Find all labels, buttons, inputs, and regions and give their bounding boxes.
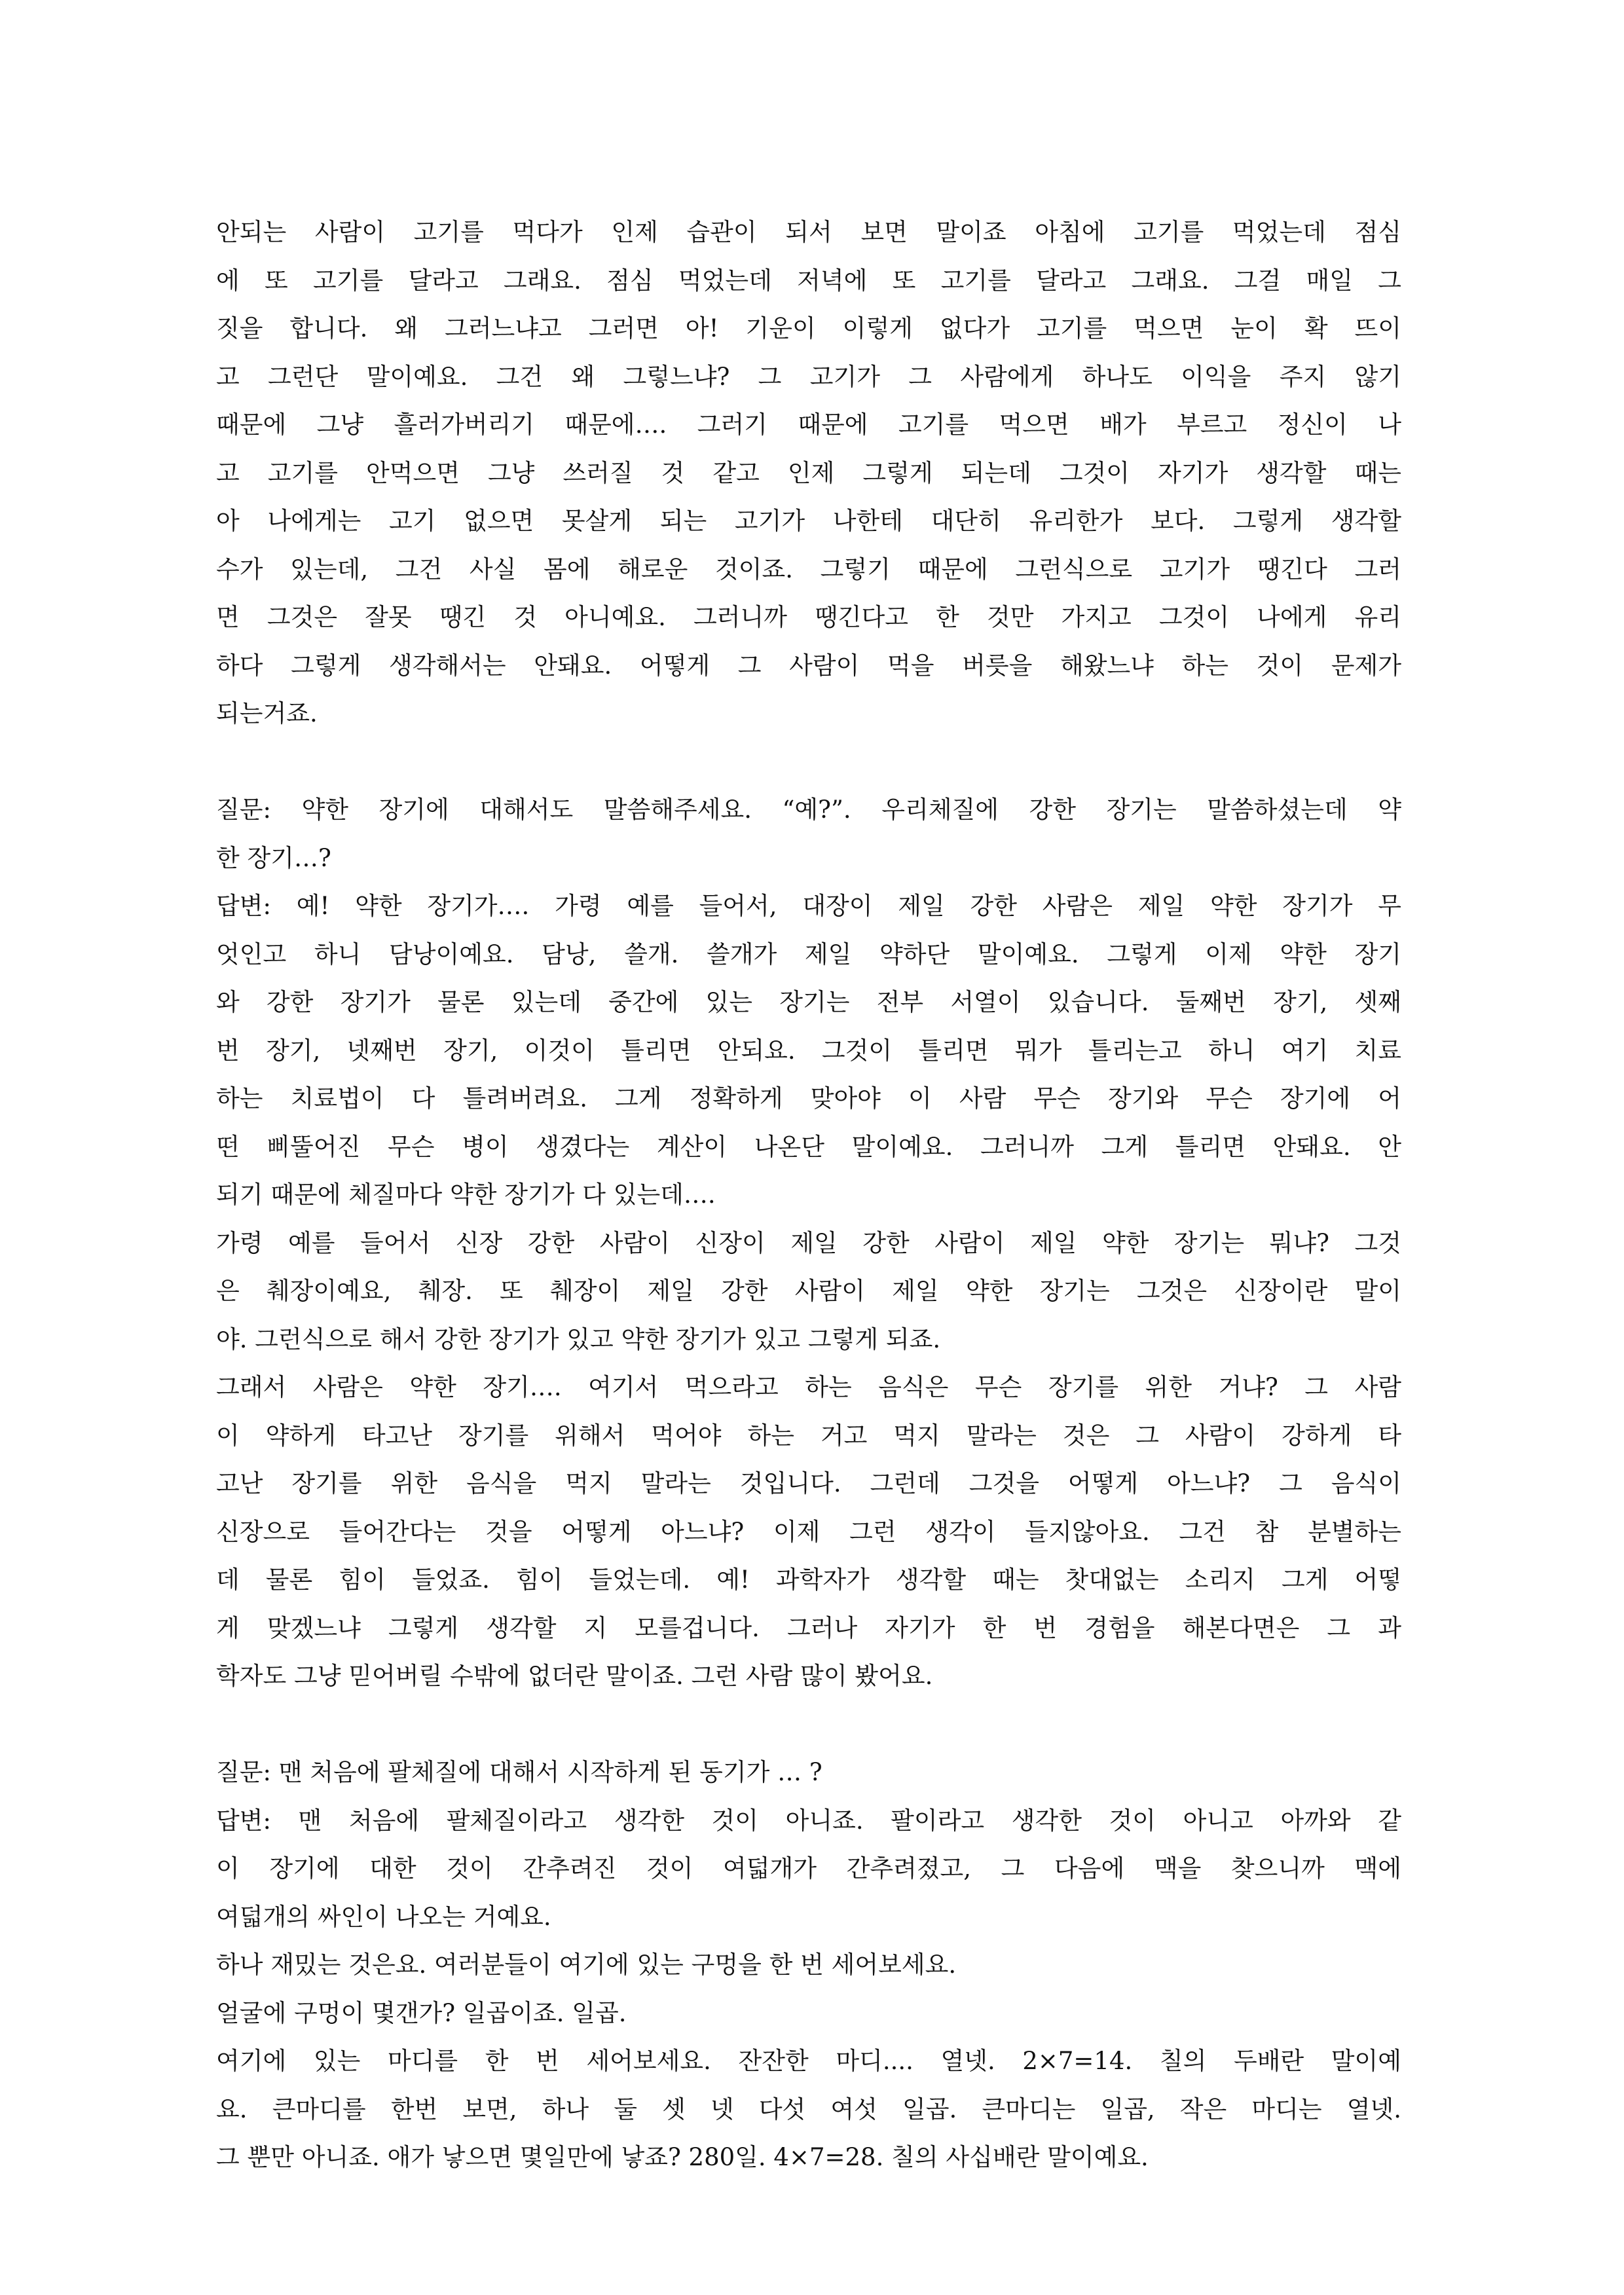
answer-line: 신장으로 들어간다는 것을 어떻게 아느냐? 이제 그런 생각이 들지않아요. 그건 참 분별하는: [216, 1517, 1401, 1546]
answer-line: 야. 그런식으로 해서 강한 장기가 있고 약한 장기가 있고 그렇게 되죠.: [216, 1325, 941, 1353]
answer-line: 하나 재밌는 것은요. 여러분들이 여기에 있는 구멍을 한 번 세어보세요.: [216, 1951, 957, 1979]
text-line: 때문에 그냥 흘러가버리기 때문에…. 그러기 때문에 고기를 먹으면 배가 부르고 정신이 나: [216, 411, 1401, 439]
answer-line: 데 물론 힘이 들었죠. 힘이 들었는데. 예! 과학자가 생각할 때는 찻대없는 소리지 그게 어떻: [216, 1566, 1401, 1594]
answer-line: 얼굴에 구멍이 몇갠가? 일곱이죠. 일곱.: [216, 1998, 627, 2027]
paragraph-gap: [216, 1700, 1401, 1749]
answer-line: 여덟개의 싸인이 나오는 거예요.: [216, 1902, 551, 1931]
text-line: 아 나에게는 고기 없으면 못살게 되는 고기가 나한테 대단히 유리한가 보다. 그렇게 생각할: [216, 507, 1401, 535]
answer-line: 그 뿐만 아니죠. 애가 낳으면 몇일만에 낳죠? 280일. 4×7=28. 칠의 사십배란 말이예요.: [216, 2143, 1149, 2171]
paragraph-meat-habit: [216, 208, 1401, 738]
document-page: [216, 208, 1401, 2182]
paragraph-gap: [216, 738, 1401, 786]
text-line: 되는거죠.: [216, 699, 318, 727]
answer-line: 게 맞겠느냐 그렇게 생각할 지 모를겁니다. 그러나 자기가 한 번 경험을 해본다면은 그 과: [216, 1613, 1401, 1642]
answer-line: 여기에 있는 마디를 한 번 세어보세요. 잔잔한 마디.... 열넷. 2×7=14. 칠의 두배란 말이예: [216, 2047, 1401, 2075]
qa-weak-organs: [216, 786, 1401, 1700]
answer-line: 그래서 사람은 약한 장기…. 여기서 먹으라고 하는 음식은 무슨 장기를 위한 거냐? 그 사람: [216, 1373, 1401, 1401]
answer-line: 학자도 그냥 믿어버릴 수밖에 없더란 말이죠. 그런 사람 많이 봤어요.: [216, 1662, 933, 1690]
text-line: 안되는 사람이 고기를 먹다가 인제 습관이 되서 보면 말이죠 아침에 고기를 먹었는데 점심: [216, 218, 1401, 246]
question-line: 질문: 약한 장기에 대해서도 말씀해주세요. “예?”. 우리체질에 강한 장기는 말씀하셨는데 약: [216, 796, 1401, 824]
answer-line: 답변: 맨 처음에 팔체질이라고 생각한 것이 아니죠. 팔이라고 생각한 것이 아니고 아까와 같: [216, 1806, 1401, 1835]
qa-eight-constitution-origin: [216, 1748, 1401, 2182]
answer-line: 이 약하게 타고난 장기를 위해서 먹어야 하는 거고 먹지 말라는 것은 그 사람이 강하게 타: [216, 1421, 1401, 1450]
text-line: 고 고기를 안먹으면 그냥 쓰러질 것 같고 인제 그렇게 되는데 그것이 자기가 생각할 때는: [216, 458, 1401, 487]
answer-line: 이 장기에 대한 것이 간추려진 것이 여덟개가 간추려졌고, 그 다음에 맥을 찾으니까 맥에: [216, 1854, 1401, 1882]
text-line: 짓을 합니다. 왜 그러느냐고 그러면 아! 기운이 이렇게 없다가 고기를 먹으면 눈이 확 뜨이: [216, 314, 1401, 342]
question-line: 질문: 맨 처음에 팔체질에 대해서 시작하게 된 동기가 … ?: [216, 1758, 822, 1786]
answer-line: 떤 삐뚤어진 무슨 병이 생겼다는 계산이 나온단 말이예요. 그러니까 그게 틀리면 안돼요. 안: [216, 1132, 1401, 1161]
text-line: 에 또 고기를 달라고 그래요. 점심 먹었는데 저녁에 또 고기를 달라고 그래요. 그걸 매일 그: [216, 266, 1401, 295]
text-line: 하다 그렇게 생각해서는 안돼요. 어떻게 그 사람이 먹을 버릇을 해왔느냐 하는 것이 문제가: [216, 651, 1401, 680]
text-line: 수가 있는데, 그건 사실 몸에 해로운 것이죠. 그렇기 때문에 그런식으로 고기가 땡긴다 그러: [216, 555, 1401, 583]
answer-line: 와 강한 장기가 물론 있는데 중간에 있는 장기는 전부 서열이 있습니다. 둘째번 장기, 셋째: [216, 988, 1401, 1016]
answer-line: 요. 큰마디를 한번 보면, 하나 둘 셋 넷 다섯 여섯 일곱. 큰마디는 일곱, 작은 마디는 열넷.: [216, 2095, 1401, 2123]
answer-line: 은 췌장이예요, 췌장. 또 췌장이 제일 강한 사람이 제일 약한 장기는 그것은 신장이란 말이: [216, 1277, 1401, 1305]
answer-line: 되기 때문에 체질마다 약한 장기가 다 있는데….: [216, 1181, 716, 1209]
answer-line: 답변: 예! 약한 장기가…. 가령 예를 들어서, 대장이 제일 강한 사람은 제일 약한 장기가 무: [216, 892, 1401, 920]
question-line: 한 장기…?: [216, 843, 331, 872]
text-line: 면 그것은 잘못 땡긴 것 아니예요. 그러니까 땡긴다고 한 것만 가지고 그것이 나에게 유리: [216, 603, 1401, 631]
answer-line: 가령 예를 들어서 신장 강한 사람이 신장이 제일 강한 사람이 제일 약한 장기는 뭐냐? 그것: [216, 1228, 1401, 1257]
answer-line: 고난 장기를 위한 음식을 먹지 말라는 것입니다. 그런데 그것을 어떻게 아느냐? 그 음식이: [216, 1469, 1401, 1497]
text-line: 고 그런단 말이예요. 그건 왜 그렇느냐? 그 고기가 그 사람에게 하나도 이익을 주지 않기: [216, 362, 1401, 391]
answer-line: 번 장기, 넷째번 장기, 이것이 틀리면 안되요. 그것이 틀리면 뭐가 틀리는고 하니 여기 치료: [216, 1036, 1401, 1065]
answer-line: 하는 치료법이 다 틀려버려요. 그게 정확하게 맞아야 이 사람 무슨 장기와 무슨 장기에 어: [216, 1084, 1401, 1112]
answer-line: 엇인고 하니 담낭이예요. 담낭, 쓸개. 쓸개가 제일 약하단 말이예요. 그렇게 이제 약한 장기: [216, 940, 1401, 968]
